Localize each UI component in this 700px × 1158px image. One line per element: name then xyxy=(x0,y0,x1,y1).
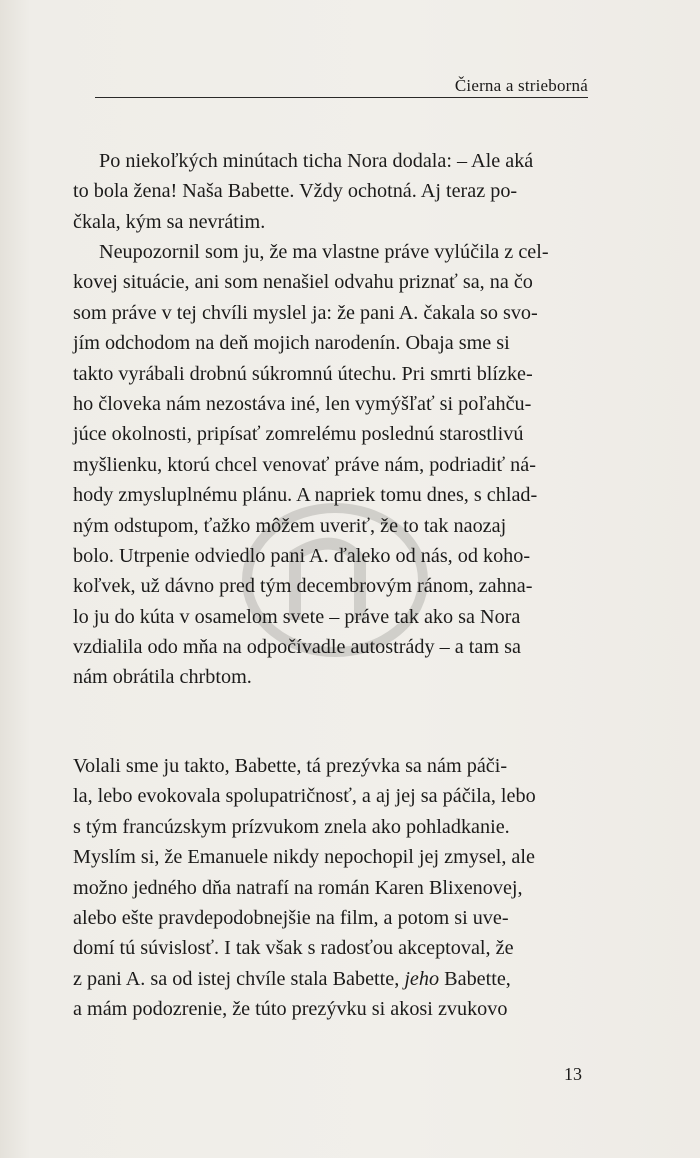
text-segment: Babette, xyxy=(439,967,511,990)
text-line: som práve v tej chvíli myslel ja: že pani A. čakala so svo- xyxy=(73,301,538,324)
text-line: júce okolnosti, pripísať zomrelému poslednú starostlivú xyxy=(73,423,524,446)
text-line: s tým francúzskym prízvukom znela ako pohladkanie. xyxy=(73,815,510,838)
header-rule xyxy=(95,97,588,98)
text-line: to bola žena! Naša Babette. Vždy ochotná. Aj teraz po- xyxy=(73,180,518,203)
text-line: Neupozornil som ju, že ma vlastne práve vylúčila z cel- xyxy=(99,241,549,263)
text-line-with-italic xyxy=(73,964,536,994)
text-line: alebo ešte pravdepodobnejšie na film, a potom si uve- xyxy=(73,906,509,929)
text-line: a mám podozrenie, že túto prezývku si akosi zvukovo xyxy=(73,998,508,1021)
text-segment: z pani A. sa od istej chvíle stala Babette, xyxy=(73,967,405,990)
text-line: Volali sme ju takto, Babette, tá prezývka sa nám páči- xyxy=(73,755,508,777)
text-line: nám obrátila chrbtom. xyxy=(73,666,252,689)
italic-word: jeho xyxy=(404,967,440,990)
text-line: vzdialila odo mňa na odpočívadle autostrády – a tam sa xyxy=(73,636,521,659)
text-line: ným odstupom, ťažko môžem uveriť, že to tak naozaj xyxy=(73,514,507,537)
text-line: ho človeka nám nezostáva iné, len vymýšľať si poľahču- xyxy=(73,392,532,415)
paragraph-3 xyxy=(73,751,536,1025)
text-line: Myslím si, že Emanuele nikdy nepochopil jej zmysel, ale xyxy=(73,846,535,869)
text-line: myšlienku, ktorú chcel venovať práve nám, podriadiť ná- xyxy=(73,453,536,476)
text-line: možno jedného dňa natrafí na román Karen Blixenovej, xyxy=(73,876,523,899)
page-number: 13 xyxy=(564,1064,582,1084)
paragraph-1 xyxy=(73,146,534,237)
text-line: domí tú súvislosť. I tak však s radosťou akceptoval, že xyxy=(73,937,514,960)
paragraph-2 xyxy=(73,237,549,693)
text-line: Po niekoľkých minútach ticha Nora dodala: – Ale aká xyxy=(99,150,534,172)
text-line: bolo. Utrpenie odviedlo pani A. ďaleko od nás, od koho- xyxy=(73,544,531,567)
text-line: koľvek, už dávno pred tým decembrovým ránom, zahna- xyxy=(73,575,533,598)
text-line: takto vyrábali drobnú súkromnú útechu. Pri smrti blízke- xyxy=(73,362,533,385)
text-line: čkala, kým sa nevrátim. xyxy=(73,210,266,233)
text-line: kovej situácie, ani som nenašiel odvahu priznať sa, na čo xyxy=(73,271,533,294)
running-header-title: Čierna a strieborná xyxy=(454,76,588,95)
text-line: la, lebo evokovala spolupatričnosť, a aj jej sa páčila, lebo xyxy=(73,785,536,808)
text-line: lo ju do kúta v osamelom svete – práve tak ako sa Nora xyxy=(73,605,521,628)
text-line: jím odchodom na deň mojich narodenín. Obaja sme si xyxy=(73,332,510,355)
text-line: hody zmysluplnému plánu. A napriek tomu dnes, s chlad- xyxy=(73,484,538,507)
